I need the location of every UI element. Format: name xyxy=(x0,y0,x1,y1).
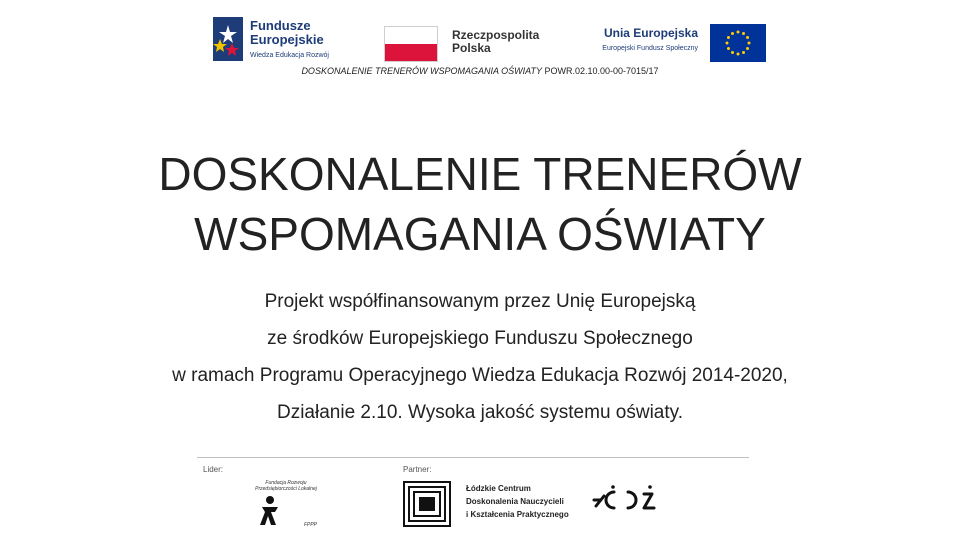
partner-org-line3: i Kształcenia Praktycznego xyxy=(466,510,569,519)
partner-org-line2: Doskonalenia Nauczycieli xyxy=(466,497,564,506)
lider-logo xyxy=(255,476,317,528)
eu-star xyxy=(737,53,740,56)
lider-org-line1: Fundacja Rozwoju xyxy=(265,480,307,486)
body-line1: Projekt współfinansowanym przez Unię Europejską xyxy=(264,291,696,312)
rzeczpospolita-logo-text xyxy=(452,29,539,55)
page-title xyxy=(0,144,960,264)
eu-star xyxy=(742,32,745,35)
rp-logo-line1: Rzeczpospolita xyxy=(452,28,540,42)
footer-divider xyxy=(197,457,749,458)
eu-star xyxy=(748,42,751,45)
ue-logo-line1: Unia Europejska xyxy=(603,26,698,40)
title-line2: WSPOMAGANIA OŚWIATY xyxy=(194,208,766,260)
body-line2: ze środków Europejskiego Funduszu Społecznego xyxy=(267,328,693,349)
eu-star xyxy=(742,51,745,54)
polish-flag-icon xyxy=(384,26,438,62)
eu-star xyxy=(726,42,729,45)
eu-flag-icon xyxy=(710,24,766,62)
lider-org-mark: FPPP xyxy=(303,522,317,528)
lider-label: Lider: xyxy=(203,465,224,474)
eu-star xyxy=(731,32,734,35)
project-code-number: POWR.02.10.00-00-7015/17 xyxy=(541,66,659,76)
eu-star xyxy=(746,36,749,39)
funding-description xyxy=(0,283,960,431)
ldn-square-logo-icon xyxy=(403,481,451,527)
partner-label: Partner: xyxy=(403,465,432,474)
eu-star xyxy=(731,51,734,54)
title-line1: DOSKONALENIE TRENERÓW xyxy=(158,148,802,200)
fe-logo-line3: Wiedza Edukacja Rozwój xyxy=(250,52,329,59)
eu-star xyxy=(746,47,749,50)
partner-org-name xyxy=(466,482,569,521)
fe-logo-line1: Fundusze xyxy=(250,18,311,33)
fundusze-europejskie-logo xyxy=(210,15,350,63)
ue-logo-line2: Europejski Fundusz Społeczny xyxy=(602,45,698,52)
eu-star xyxy=(737,31,740,34)
funds-star-icon xyxy=(210,15,246,63)
partner-org-line1: Łódzkie Centrum xyxy=(466,484,531,493)
running-figure-icon xyxy=(257,496,283,526)
eu-star xyxy=(727,47,730,50)
fe-logo-line2: Europejskie xyxy=(250,32,324,47)
lodz-city-logo-icon xyxy=(590,484,670,514)
lider-org-line2: Przedsiębiorczości Lokalnej xyxy=(255,486,317,492)
project-code-name: DOSKONALENIE TRENERÓW WSPOMAGANIA OŚWIATY xyxy=(301,66,542,76)
body-line3: w ramach Programu Operacyjnego Wiedza Edukacja Rozwój 2014-2020, xyxy=(172,365,788,386)
project-code xyxy=(0,66,960,76)
rp-logo-line2: Polska xyxy=(452,41,491,55)
body-line4: Działanie 2.10. Wysoka jakość systemu oświaty. xyxy=(276,402,684,423)
eu-star xyxy=(727,36,730,39)
